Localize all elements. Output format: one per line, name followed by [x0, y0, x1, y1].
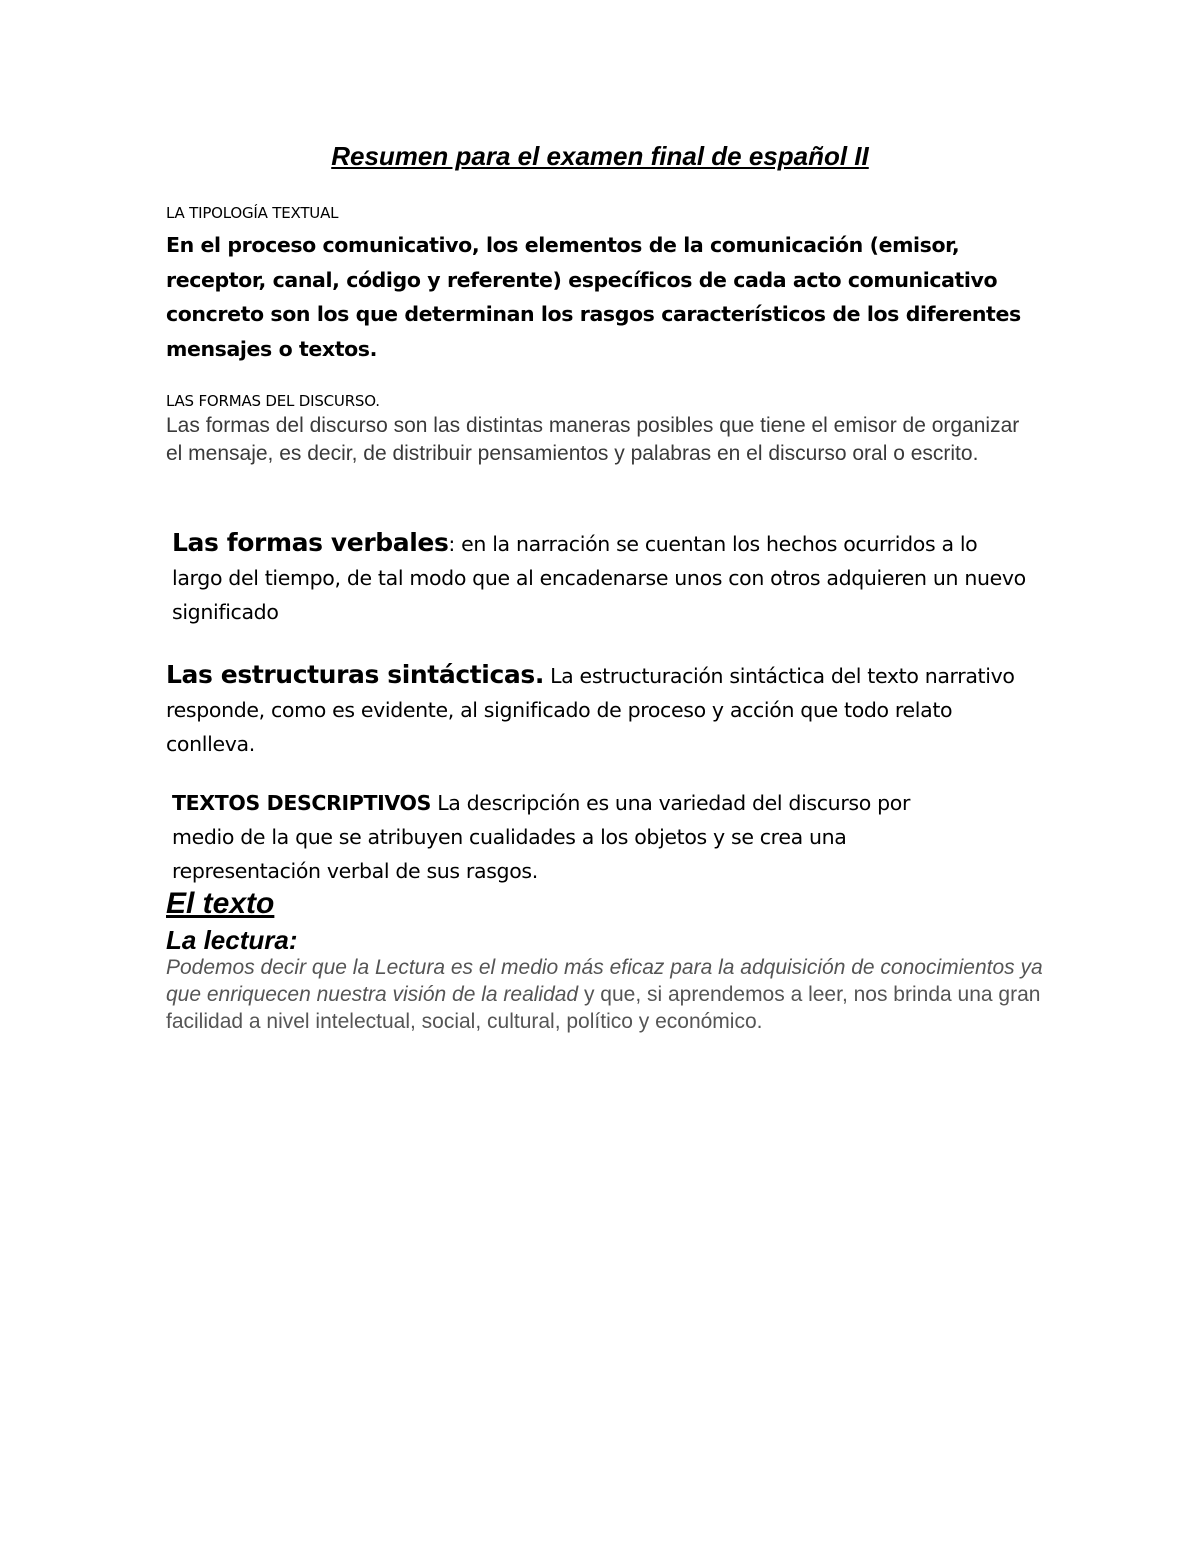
descriptivos-body: La descripción es una variedad del discurso por medio de la que se atribuyen cualidades a los objetos y se crea una representación verbal de sus rasgos. [172, 791, 911, 883]
el-texto-heading: El texto [166, 887, 275, 920]
formas-verbales-body: : en la narración se cuentan los hechos ocurridos a lo largo del tiempo, de tal modo que al encadenarse unos con otros adquieren un nuevo significado [172, 532, 1026, 624]
estructuras-body: La estructuración sintáctica del texto narrativo responde, como es evidente, al significado de proceso y acción que todo relato conlleva. [166, 664, 1015, 756]
lectura-body-regular: y que, si aprendemos a leer, nos brinda una gran facilidad a nivel intelectual, social, cultural, político y económico. [166, 983, 1041, 1033]
lectura-heading: La lectura: [166, 925, 298, 955]
estructuras-lead: Las estructuras sintácticas. [166, 660, 544, 689]
formas-discurso-body: Las formas del discurso son las distintas maneras posibles que tiene el emisor de organizar el mensaje, es decir, de distribuir pensamientos y palabras en el discurso oral o escrito. [166, 414, 1020, 465]
formas-verbales-paragraph [172, 526, 1032, 629]
formas-verbales-lead: Las formas verbales [172, 528, 449, 557]
estructuras-paragraph [166, 658, 1046, 761]
document-title: Resumen para el examen final de español II [331, 141, 869, 171]
tipologia-body: En el proceso comunicativo, los elementos de la comunicación (emisor, receptor, canal, código y referente) específicos de cada acto comunicativo concreto son los que determinan los rasgos característicos de los diferentes mensajes o textos. [166, 233, 1021, 361]
descriptivos-lead: TEXTOS DESCRIPTIVOS [172, 791, 432, 815]
lectura-body-italic: Podemos decir que la Lectura es el medio más eficaz para la adquisición de conocimientos ya que enriquecen nuestra visión de la realidad [166, 956, 1043, 1006]
tipologia-heading: LA TIPOLOGÍA TEXTUAL [166, 204, 339, 222]
descriptivos-paragraph [172, 786, 972, 888]
formas-discurso-heading: LAS FORMAS DEL DISCURSO. [166, 392, 380, 410]
lectura-body [166, 954, 1046, 1035]
